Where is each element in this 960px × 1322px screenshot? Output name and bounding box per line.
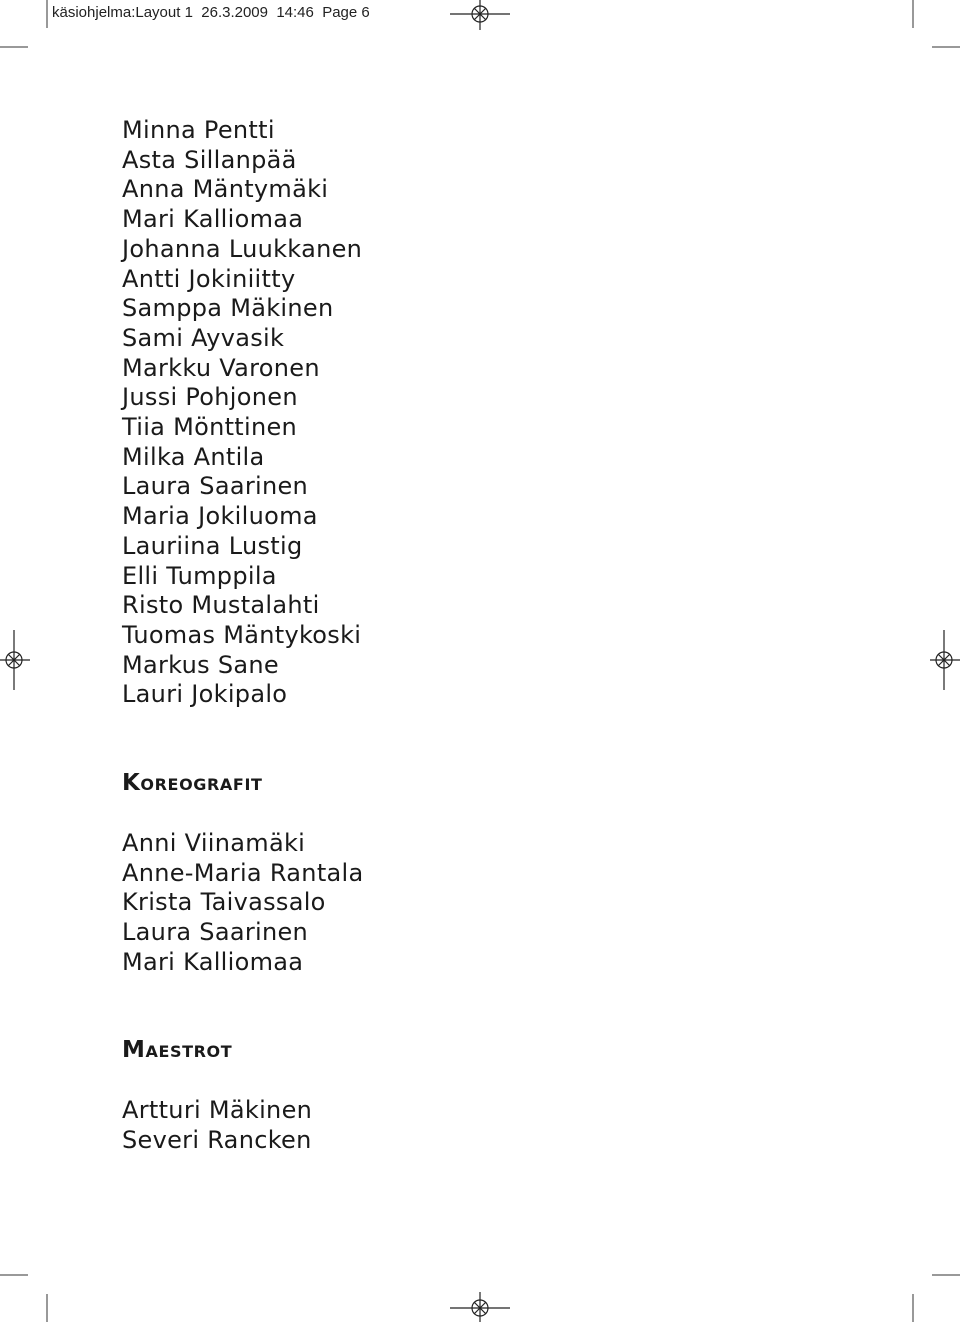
choreographer-name: Anne-Maria Rantala — [122, 858, 364, 887]
maestros-list — [122, 1096, 312, 1155]
cast-name: Tiia Mönttinen — [122, 413, 298, 442]
cast-name: Anna Mäntymäki — [122, 175, 329, 204]
cast-name: Minna Pentti — [122, 116, 275, 144]
maestro-name: Artturi Mäkinen — [122, 1096, 313, 1124]
choreographer-name: Anni Viinamäki — [122, 829, 306, 857]
choreographer-name: Mari Kalliomaa — [122, 947, 304, 976]
cast-name: Elli Tumppila — [122, 561, 277, 590]
cast-name: Mari Kalliomaa — [122, 205, 304, 234]
cast-name: Maria Jokiluoma — [122, 502, 318, 531]
maestro-name: Severi Rancken — [122, 1125, 312, 1154]
cast-list — [122, 116, 362, 710]
registration-mark-top — [450, 0, 510, 30]
cast-name: Samppa Mäkinen — [122, 294, 334, 323]
cast-name: Asta Sillanpää — [122, 145, 297, 174]
choreographers-list — [122, 829, 364, 978]
cast-name: Lauriina Lustig — [122, 531, 303, 560]
cast-name: Markku Varonen — [122, 353, 320, 382]
cast-name: Johanna Luukkanen — [122, 234, 363, 263]
cast-name: Sami Ayvasik — [122, 323, 285, 352]
maestrot-heading: Maestrot — [122, 1037, 233, 1063]
cast-name: Milka Antila — [122, 442, 265, 471]
cast-name: Laura Saarinen — [122, 472, 309, 501]
koreografit-heading: Koreografit — [122, 770, 263, 796]
cast-name: Markus Sane — [122, 650, 280, 679]
registration-mark-bottom — [450, 1292, 510, 1322]
choreographer-name: Laura Saarinen — [122, 918, 309, 947]
choreographer-name: Krista Taivassalo — [122, 888, 326, 917]
registration-mark-right — [930, 630, 960, 690]
cast-name: Jussi Pohjonen — [122, 383, 298, 412]
cast-name: Risto Mustalahti — [122, 591, 320, 620]
cast-name: Antti Jokiniitty — [122, 264, 296, 293]
cast-name: Tuomas Mäntykoski — [122, 620, 362, 649]
cast-name: Lauri Jokipalo — [122, 680, 288, 709]
registration-mark-left — [0, 630, 30, 690]
print-slug: käsiohjelma:Layout 1 26.3.2009 14:46 Page 6 — [52, 4, 370, 21]
